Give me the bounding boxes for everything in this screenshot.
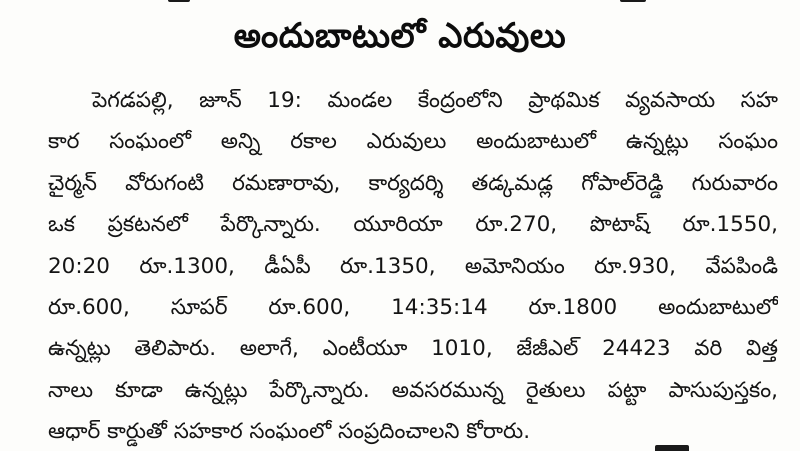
article-line: కార సంఘంలో అన్ని రకాల ఎరువులు అందుబాటులో ఉన్నట్లు సంఘం (48, 129, 778, 155)
article-line: రూ.600, సూపర్ రూ.600, 14:35:14 రూ.1800 అందుబాటులో (48, 294, 778, 320)
cropped-text-fragment-top-right (620, 0, 646, 2)
cropped-text-fragment-top-left (168, 0, 190, 2)
article-headline: అందుబాటులో ఎరువులు (233, 16, 567, 56)
article-line: 20:20 రూ.1300, డీఏపీ రూ.1350, అమోనియం రూ.930, వేపపిండి (48, 253, 778, 279)
article-line: ఒక ప్రకటనలో పేర్కొన్నారు. యూరియా రూ.270, పొటాష్ రూ.1550, (48, 212, 778, 238)
article-line: ఉన్నట్లు తెలిపారు. అలాగే, ఎంటీయూ 1010, జేజీఎల్ 24423 వరి విత్త (48, 336, 778, 362)
article-line: చైర్మన్ వోరుగంటి రమణారావు, కార్యదర్శి తడ్కమడ్ల గోపాల్‌రెడ్డి గురువారం (48, 170, 778, 196)
article-line: నాలు కూడా ఉన్నట్లు పేర్కొన్నారు. అవసరమున్న రైతులు పట్టా పాసుపుస్తకం, (48, 377, 778, 403)
article-line: ఆధార్ కార్డుతో సహకార సంఘంలో సంప్రదించాలని కోరారు. (48, 419, 531, 445)
article-body (48, 80, 778, 451)
article-line: పెగడపల్లి, జూన్ 19: మండల కేంద్రంలోని ప్రాథమిక వ్యవసాయ సహ (92, 88, 778, 113)
cropped-text-fragment-bottom (655, 445, 689, 451)
